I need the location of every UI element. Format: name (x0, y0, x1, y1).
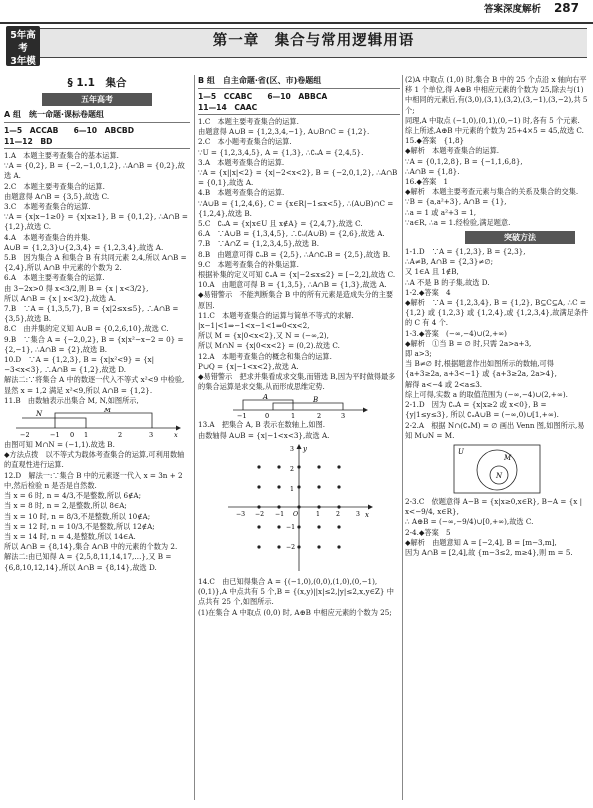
section-tab-breakthrough: 突破方法 (465, 231, 575, 244)
lattice-point (257, 545, 260, 548)
tick-label: 3 (149, 431, 154, 439)
solution-text-line: 6.A ∵A∪B = {1,3,4,5}, ∴∁ᵤ(A∪B) = {2,6},故选 A. (198, 229, 385, 239)
set-a-bracket (243, 400, 293, 410)
lattice-point (337, 525, 340, 528)
x-tick-label: −3 (236, 510, 246, 518)
solution-text-line: 1.C 本题主要考查集合的运算. (198, 117, 299, 126)
solution-text-line: 1-2.◆答案 4 (405, 287, 451, 297)
axis-arrow (176, 426, 181, 431)
solution-text-line: 所以 M∩N = {x|0<x<2} = (0,2).故选 C. (198, 341, 340, 351)
number-line-figure-mn (12, 408, 182, 438)
lattice-point (257, 505, 260, 508)
solution-text-line: 由题意得 A∩B = {3,5},故选 C. (4, 191, 110, 201)
solution-text-line: 5.B 因为集合 A 和集合 B 有共同元素 2,4,所以 A∩B = {2,4},所以 A∩B 中元素的个数为 2. (4, 253, 187, 273)
tick-label: −1 (237, 412, 247, 419)
solution-text-line: 15.◆答案 {1,8} (405, 136, 465, 146)
lattice-point (277, 505, 280, 508)
x-axis-arrow (368, 504, 373, 509)
solution-text-line: A∪B = {1,2,3}∪{2,3,4} = {1,2,3,4},故选 A. (4, 242, 164, 252)
solution-text-line: 当 x = 10 时, n = 8/3,不是整数,所以 10∉A; (4, 511, 151, 521)
lattice-point (317, 525, 320, 528)
answer-key-line: 1—5 CCABC 6—10 ABBCA (198, 92, 328, 101)
lattice-point (337, 485, 340, 488)
solution-text-line: 11.C 本题考查集合的运算与简单不等式的求解. (198, 310, 354, 320)
solution-text-line: 4.B 本题考查集合的运算. (198, 188, 285, 198)
tick-label: 1 (291, 412, 296, 419)
solution-text-line: 所以 A∩B = {x | x<3/2},故选 A. (4, 293, 116, 303)
solution-text-line: ∴A 不是 B 的子集,故选 D. (405, 277, 490, 287)
solution-text-line: 6.A 本题主要考查集合的运算. (4, 273, 105, 283)
solution-text-line: ∵A = {0,2}, B = {−2,−1,0,1,2}, ∴A∩B = {0,2},故选 A. (4, 161, 185, 181)
group-title-a: A 组 统一命题·课标卷题组 (4, 110, 105, 119)
y-tick-label: 1 (290, 485, 294, 493)
solution-text-line: ◆易错警示 把求并集看成求交集,而错选 B,因为平时做得最多的集合运算是求交集,从而形成思维定势. (198, 372, 396, 392)
solution-text-line: 9.B ∵集合 A = {−2,0,2}, B = {x|x²−x−2 = 0} = {2,−1}, ∴A∩B = {2},故选 B. (4, 334, 184, 354)
tick-label: 0 (265, 412, 270, 419)
set-b-bracket (273, 403, 343, 410)
column-left (4, 75, 190, 802)
header-rule (0, 22, 593, 24)
axis-x-label: x (174, 431, 178, 439)
x-tick-label: −1 (275, 510, 285, 518)
solution-text-line: 由题意得 A∪B = {1,2,3,4,−1}, A∪B∩C = {1,2}. (198, 127, 370, 137)
lattice-point (297, 465, 300, 468)
y-tick-label: −1 (286, 523, 296, 531)
logo-line3: 五年高考三年模拟 (7, 82, 39, 95)
solution-text-line: 即 a>3; (405, 349, 432, 359)
logo-line1: 5年高考 (10, 30, 36, 54)
venn-label-m: M (504, 453, 512, 462)
label-m: M (104, 408, 112, 415)
lattice-point (297, 485, 300, 488)
solution-text-line: 当 x = 12 时, n = 10/3,不是整数,所以 12∉A; (4, 521, 155, 531)
solution-text-line: 13.A 把集合 A, B 表示在数轴上,如图. (198, 420, 326, 430)
solution-text-line: ◆方法点拨 以不等式为载体考查集合的运算,可利用数轴的直观性进行运算. (4, 450, 185, 470)
axis-arrow (363, 408, 368, 413)
solution-text-line: 3.C 本题考查集合的运算. (4, 202, 91, 212)
lattice-point (297, 525, 300, 528)
solution-text-line: 10.D ∵A = {1,2,3}, B = {x|x²<9} = {x|−3<x<3}, ∴A∩B = {1,2},故选 D. (4, 355, 155, 375)
lattice-point (297, 545, 300, 548)
solution-text-line: 综上可得,实数 a 的取值范围为 (−∞,−4)∪(2,+∞). (405, 389, 568, 399)
lattice-point (257, 465, 260, 468)
solution-text-line: ∵A = {0,1,2,8}, B = {−1,1,6,8}, (405, 156, 523, 166)
solution-text-line: 12.A 本题考查集合的概念和集合的运算. (198, 351, 332, 361)
solution-text-line: ∵A = {x|x−1≥0} = {x|x≥1}, B = {0,1,2}, ∴A∩B = {1,2},故选 C. (4, 212, 188, 232)
section-title: § 1.1 集合 (67, 77, 127, 89)
column-divider-1 (194, 75, 195, 800)
answer-key-line: 11—12 BD (4, 137, 53, 146)
solution-text-line: 同理,A 中取点 (−1,0),(0,1),(0,−1) 时,各有 5 个元素. (405, 115, 580, 125)
lattice-point (317, 465, 320, 468)
lattice-point (257, 485, 260, 488)
column-middle (198, 75, 400, 802)
chapter-band (40, 28, 587, 58)
tick-label: 2 (118, 431, 123, 439)
solution-text-line: 所以 A∩B = {8,14},集合 A∩B 中的元素的个数为 2. (4, 542, 178, 552)
x-tick-label: −2 (255, 510, 265, 518)
solution-text-line: 2-1.D 因为 ∁ᵤA = {x|x≥2 或 x<0}, B = {y|1≤y≤3}, 所以 ∁ᵤA∪B = (−∞,0)∪[1,+∞). (405, 400, 559, 420)
solution-text-line: 9.C 本题考查集合的补集运算. (198, 259, 299, 269)
solution-text-line: 3.A 本题考查集合的运算. (198, 157, 285, 167)
solution-text-line: 根据补集的定义可知 ∁ᵤA = {x|−2≤x≤2} = [−2,2],故选 C. (198, 270, 396, 280)
tick-label: 2 (317, 412, 322, 419)
y-axis-arrow (297, 444, 302, 449)
label-a: A (263, 394, 269, 402)
lattice-point-grid-figure (224, 443, 374, 575)
solution-text-line: 2.C 本小题考查集合的运算. (198, 137, 292, 147)
lattice-point (277, 545, 280, 548)
solution-text-line: 1-3.◆答案 (−∞,−4)∪(2,+∞) (405, 328, 507, 338)
solution-text-line: 11.B 由数轴表示出集合 M, N,如图所示, (4, 395, 139, 405)
solution-text-line: 4.A 本题考查集合的并集. (4, 232, 91, 242)
lattice-point (317, 485, 320, 488)
series-logo (6, 26, 40, 95)
solution-text-line: ∵B = {a,a²+3}, A∩B = {1}, (405, 197, 507, 207)
lattice-point (297, 505, 300, 508)
solution-text-line: ∵a∈R, ∴a = 1.经检验,满足题意. (405, 217, 511, 227)
label-b: B (313, 396, 319, 405)
x-tick-label: 1 (316, 510, 320, 518)
solution-text-line: 解得 a<−4 或 2<a≤3. (405, 379, 483, 389)
solution-text-line: ∵A∪B = {1,2,4,6}, C = {x∈R|−1≤x<5}, ∴(A∪B)∩C = {1,2,4},故选 B. (198, 198, 394, 218)
solution-text-line: 7.B ∵A = {1,3,5,7}, B = {x|2≤x≤5}, ∴A∩B = {3,5},故选 B. (4, 304, 179, 324)
solution-text-line: 当 x = 14 时, n = 4,是整数,所以 14∈A. (4, 531, 136, 541)
page-number: 287 (553, 1, 579, 15)
solution-text-line: |x−1|<1⇒−1<x−1<1⇒0<x<2, (198, 321, 310, 331)
chapter-title: 第一章 集合与常用逻辑用语 (212, 33, 415, 49)
divider (198, 88, 400, 89)
solution-text-line: ◆解析 ①当 B = ∅ 时,只需 2a>a+3, (405, 338, 532, 348)
divider (4, 122, 190, 123)
solution-text-line: 8.C 由并集的定义知 A∪B = {0,2,6,10},故选 C. (4, 324, 169, 334)
solution-text-line: ◆解析 ∵A = {1,2,3,4}, B = {1,2}, B⊆C⊆A, ∴C = {1,2} 或 {1,2,3} 或 {1,2,4},或 {1,2,3,4},故满足条件的 C 有 4 个. (405, 298, 589, 328)
solution-text-line: 由 3−2x>0 得 x<3/2,则 B = {x | x<3/2}, (4, 283, 149, 293)
solution-text-line: P∪Q = {x|−1<x<2},故选 A. (198, 361, 299, 371)
solution-text-line: 解法二:∵将集合 A 中的数逐一代入不等式 x²<9 中检验,显然 x = 1,2 满足 x²<9,所以 A∩B = {1,2}. (4, 375, 185, 395)
y-tick-label: −2 (286, 543, 296, 551)
solution-text-line: ∵U = {1,2,3,4,5}, A = {1,3}, ∴∁ᵤA = {2,4,5}. (198, 147, 364, 157)
solution-text-line: ∴A≠B, A∩B = {2,3}≠∅; (405, 257, 494, 267)
lattice-point (257, 525, 260, 528)
x-tick-label: 3 (356, 510, 360, 518)
solution-text-line: 1-1.D ∵A = {1,2,3}, B = {2,3}, (405, 247, 526, 257)
solution-text-line: 2-4.◆答案 5 (405, 527, 451, 537)
solution-text-line: 10.A 由题意可得 B = {1,3,5}, ∴A∩B = {1,3},故选 A. (198, 280, 387, 290)
header-title: 答案深度解析 (483, 4, 541, 15)
column-right (405, 75, 589, 802)
logo-line2: 3年模拟 (10, 56, 36, 80)
solution-text-line: ∵A = {x||x|<2} = {x|−2<x<2}, B = {−2,0,1,2}, ∴A∩B = {0,1},故选 A. (198, 168, 398, 188)
solution-text-line: 16.◆答案 1 (405, 177, 449, 187)
solution-text-line: 当 x = 8 时, n = 2,是整数,所以 8∈A; (4, 501, 127, 511)
x-tick-label: 2 (336, 510, 340, 518)
group-title-b: B 组 自主命题·省(区、市)卷题组 (198, 76, 322, 85)
solution-text-line: 14.C 由已知得集合 A = {(−1,0),(0,0),(1,0),(0,−1),(0,1)},A 中点共有 5 个,B = {(x,y)||x|≤2,|y|≤2,x,y∈Z} 中点共有 25 个,如图所示. (198, 576, 394, 607)
solution-text-line: 12.D 解法一:∵集合 B 中的元素逐一代入 x = 3n + 2 中,然后检验 n 是否是自然数. (4, 470, 183, 490)
solution-text-line: 2.C 本题主要考查集合的运算. (4, 181, 105, 191)
solution-text-line: ◆解析 本题主要考查元素与集合的关系及集合的交集. (405, 187, 579, 197)
solution-text-line: ◆易错警示 不能判断集合 B 中的所有元素是造成失分的主要原因. (198, 290, 394, 310)
solution-text-line: (2)A 中取点 (1,0) 时,集合 B 中的 25 个点沿 x 轴向右平移 1 个单位,得 A⊕B 中相应元素的个数为 25,除去与(1)中相同的元素后,有(3,0),(3,1),(3,2),(3,−1),(3,−2),共 5 个; (405, 75, 588, 115)
solution-text-line: 又 1∈A 且 1∉B, (405, 267, 459, 277)
solution-text-line: ◆解析 由题意知 A = [−2,4], B = [m−3,m], (405, 537, 557, 547)
tick-label: −1 (50, 431, 60, 439)
lattice-point (277, 525, 280, 528)
solution-text-line: 当 B≠∅ 时,根据题意作出如图所示的数轴,可得 {a+3≥2a, a+3<−1} 或 {a+3≥2a, 2a>4}, (405, 359, 557, 379)
solution-text-line: 综上所述,A⊕B 中元素的个数为 25+4×5 = 45,故选 C. (405, 126, 584, 136)
solution-text-line: 2-2.A 根据 N∩(∁ᵤM) = ∅ 画出 Venn 图,如图所示,易知 M∪N = M. (405, 420, 585, 440)
page-header (0, 0, 593, 26)
y-tick-label: 3 (290, 445, 294, 453)
column-divider-2 (402, 75, 403, 800)
y-axis-label: y (303, 444, 307, 453)
origin-label: O (293, 510, 299, 518)
label-n: N (36, 410, 43, 419)
solution-text-line: 由图可知 M∩N = (−1,1).故选 B. (4, 440, 115, 450)
tick-label: 0 (70, 431, 75, 439)
section-tab-five-year: 五年高考 (42, 93, 152, 106)
venn-label-u: U (458, 447, 464, 456)
tick-label: 3 (341, 412, 346, 419)
set-n-bracket (22, 418, 86, 428)
solution-text-line: (1)在集合 A 中取点 (0,0) 时, A⊕B 中相应元素的个数为 25; (198, 607, 392, 617)
tick-label: 1 (84, 431, 89, 439)
solution-text-line: 当 x = 6 时, n = 4/3,不是整数,所以 6∉A; (4, 491, 142, 501)
divider (4, 148, 190, 149)
divider (198, 114, 400, 115)
solution-text-line: 因为 A∩B = [2,4],故 {m−3≤2, m≥4},则 m = 5. (405, 547, 573, 557)
answer-key-line: 11—14 CAAC (198, 103, 258, 112)
lattice-point (277, 485, 280, 488)
lattice-point (317, 505, 320, 508)
set-m-bracket (55, 413, 152, 428)
answer-key-line: 1—5 ACCAB 6—10 ABCBD (4, 126, 134, 135)
number-line-figure-ab (229, 394, 369, 418)
solution-text-line: 解法二:由已知得 A = {2,5,8,11,14,17,…},又 B = {6,8,10,12,14},所以 A∩B = {8,14},故选 D. (4, 552, 172, 572)
solution-text-line: 所以 M = {x|0<x<2},又 N = (−∞,2), (198, 331, 329, 341)
solution-text-line: 1.A 本题主要考查集合的基本运算. (4, 151, 119, 160)
solution-text-line: 8.B 由题意可得 ∁ᵤB = {2,5}, ∴A∩∁ᵤB = {2,5},故选 B. (198, 249, 391, 259)
solution-text-line: 7.B ∵A∩Z = {1,2,3,4,5},故选 B. (198, 239, 319, 249)
y-tick-label: 2 (290, 465, 294, 473)
solution-text-line: ∴a = 1 或 a²+3 = 1, (405, 207, 476, 217)
venn-universe-rect (454, 445, 540, 493)
solution-text-line: ∴ A⊕B = (−∞,−9/4)∪[0,+∞),故选 C. (405, 517, 534, 527)
tick-label: −2 (20, 431, 30, 439)
solution-text-line: 5.C ∁ᵤA = {x|x∈U 且 x∉A} = {2,4,7},故选 C. (198, 219, 363, 229)
lattice-point (317, 545, 320, 548)
lattice-point (337, 545, 340, 548)
venn-label-n: N (496, 471, 503, 480)
solution-text-line: ∴A∩B = {1,8}. (405, 166, 460, 176)
solution-text-line: 由数轴得 A∪B = {x|−1<x<3},故选 A. (198, 430, 330, 440)
lattice-point (337, 465, 340, 468)
solution-text-line: 2-3.C 依题意得 A−B = {x|x≥0,x∈R}, B−A = {x | x<−9/4, x∈R}, (405, 496, 582, 517)
x-axis-label: x (365, 510, 369, 519)
venn-diagram-figure (452, 443, 542, 495)
solution-text-line: ◆解析 本题考查集合的运算. (405, 146, 500, 156)
lattice-point (277, 465, 280, 468)
lattice-point (337, 505, 340, 508)
